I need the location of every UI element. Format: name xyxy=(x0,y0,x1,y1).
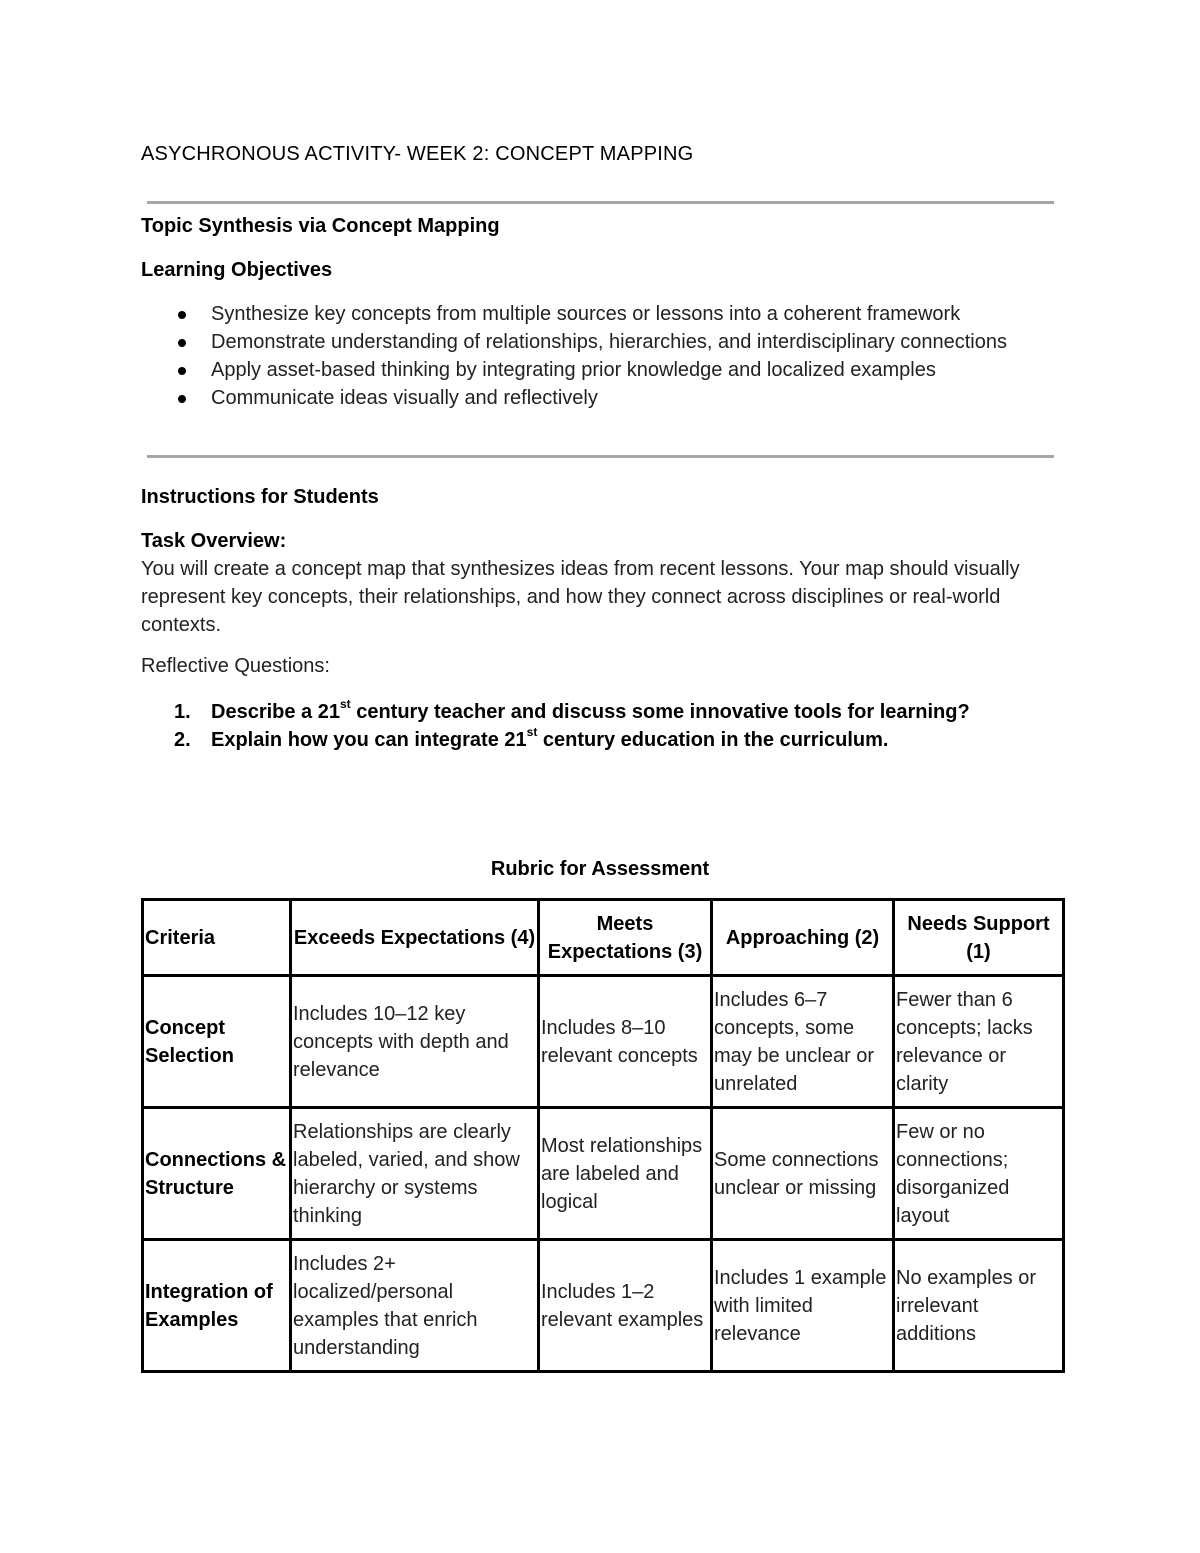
horizontal-divider xyxy=(147,455,1054,458)
list-item xyxy=(141,356,1041,384)
objective-text: Communicate ideas visually and reflectively xyxy=(211,387,598,409)
list-item xyxy=(141,300,1041,328)
task-overview-heading: Task Overview: xyxy=(141,530,287,552)
reflective-questions-label: Reflective Questions: xyxy=(141,655,330,677)
learning-objectives-list xyxy=(141,300,1041,412)
table-cell: Includes 2+ localized/personal examples that enrich understanding xyxy=(291,1240,539,1372)
column-header: Criteria xyxy=(143,900,291,976)
table-header-row xyxy=(143,900,1064,976)
criteria-cell: Connections & Structure xyxy=(143,1108,291,1240)
table-cell: Includes 1–2 relevant examples xyxy=(539,1240,712,1372)
table-cell: Few or no connections; disorganized layout xyxy=(894,1108,1064,1240)
table-row xyxy=(143,976,1064,1108)
question-text: Explain how you can integrate 21 xyxy=(211,729,527,751)
reflective-questions-list xyxy=(141,698,1061,754)
bullet-icon xyxy=(178,367,186,375)
list-item xyxy=(141,384,1041,412)
criteria-cell: Concept Selection xyxy=(143,976,291,1108)
objective-text: Demonstrate understanding of relationships, hierarchies, and interdisciplinary connections xyxy=(211,331,1007,353)
learning-objectives-heading: Learning Objectives xyxy=(141,259,333,281)
bullet-icon xyxy=(178,339,186,347)
task-overview-text: You will create a concept map that synthesizes ideas from recent lessons. Your map should visually represent key concepts, their relationships, and how they connect across disciplines or real-world contexts. xyxy=(141,558,1020,636)
column-header: Needs Support (1) xyxy=(894,900,1064,976)
column-header: Meets Expectations (3) xyxy=(539,900,712,976)
list-item xyxy=(141,328,1041,356)
document-title: ASYCHRONOUS ACTIVITY- WEEK 2: CONCEPT MAPPING xyxy=(141,143,694,165)
question-text: century teacher and discuss some innovative tools for learning? xyxy=(350,701,970,723)
objective-text: Apply asset-based thinking by integrating prior knowledge and localized examples xyxy=(211,359,936,381)
instructions-heading: Instructions for Students xyxy=(141,486,379,508)
table-row xyxy=(143,1240,1064,1372)
question-superscript: st xyxy=(339,697,351,712)
list-item xyxy=(141,698,1061,726)
objective-text: Synthesize key concepts from multiple sources or lessons into a coherent framework xyxy=(211,303,961,325)
criteria-cell: Integration of Examples xyxy=(143,1240,291,1372)
table-cell: Includes 8–10 relevant concepts xyxy=(539,976,712,1108)
rubric-title: Rubric for Assessment xyxy=(490,858,710,880)
question-number: 1. xyxy=(174,701,191,723)
question-superscript: st xyxy=(526,725,538,740)
table-cell: Most relationships are labeled and logical xyxy=(539,1108,712,1240)
bullet-icon xyxy=(178,395,186,403)
table-cell: Includes 6–7 concepts, some may be unclear or unrelated xyxy=(712,976,894,1108)
column-header: Approaching (2) xyxy=(712,900,894,976)
table-row xyxy=(143,1108,1064,1240)
question-text: century education in the curriculum. xyxy=(537,729,889,751)
table-cell: Includes 10–12 key concepts with depth and relevance xyxy=(291,976,539,1108)
column-header: Exceeds Expectations (4) xyxy=(291,900,539,976)
table-cell: No examples or irrelevant additions xyxy=(894,1240,1064,1372)
list-item xyxy=(141,726,1061,754)
table-cell: Fewer than 6 concepts; lacks relevance or clarity xyxy=(894,976,1064,1108)
table-cell: Some connections unclear or missing xyxy=(712,1108,894,1240)
rubric-table xyxy=(141,898,1065,1373)
horizontal-divider xyxy=(147,201,1054,204)
topic-title: Topic Synthesis via Concept Mapping xyxy=(141,215,500,237)
question-number: 2. xyxy=(174,729,191,751)
table-cell: Includes 1 example with limited relevance xyxy=(712,1240,894,1372)
bullet-icon xyxy=(178,311,186,319)
table-cell: Relationships are clearly labeled, varied, and show hierarchy or systems thinking xyxy=(291,1108,539,1240)
question-text: Describe a 21 xyxy=(211,701,340,723)
